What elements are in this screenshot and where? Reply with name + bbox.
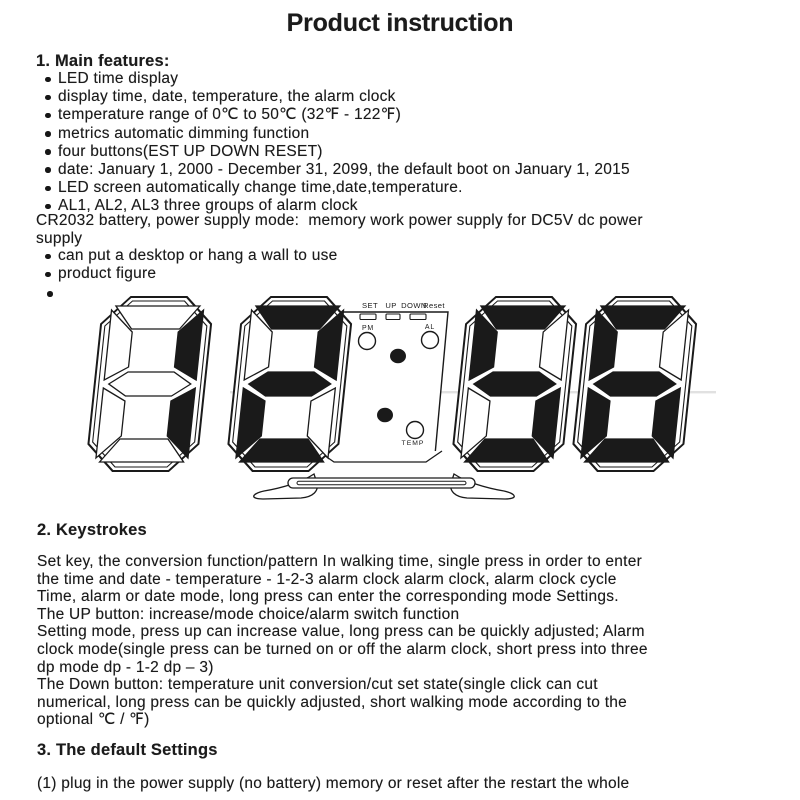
default-settings-paragraph (37, 775, 629, 793)
paragraph-line: (1) plug in the power supply (no battery) memory or reset after the restart the whole (37, 775, 630, 792)
seven-segment-digit (571, 297, 699, 471)
feature-text: LED time display (58, 70, 179, 87)
bullet-icon (45, 149, 51, 155)
battery-note (36, 212, 643, 248)
clock-bottom-rim (318, 451, 442, 462)
features-list-secondary (0, 247, 800, 283)
feature-item (0, 106, 800, 124)
feature-item (0, 247, 800, 265)
led-clock-product-figure (72, 290, 728, 508)
feature-text: four buttons(EST UP DOWN RESET) (58, 142, 323, 160)
bullet-icon (45, 186, 51, 192)
bullet-icon (45, 95, 51, 101)
feature-item (0, 161, 800, 179)
bullet-icon (45, 77, 51, 83)
page-title: Product instruction (286, 9, 514, 37)
bullet-icon (45, 272, 51, 278)
feature-item (0, 143, 800, 161)
paragraph-line: numerical, long press can be quickly adjusted, short walking mode according to the (37, 693, 628, 711)
paragraph-line: clock mode(single press can be turned on or off the alarm clock, short press into three (37, 640, 648, 658)
reset-button-label: Reset (423, 301, 445, 310)
feature-text: metrics automatic dimming function (58, 124, 310, 142)
temp-indicator-label: TEMP (401, 440, 425, 447)
paragraph-line: optional ℃ / ℉) (37, 711, 150, 729)
pm-indicator-drawing (359, 333, 376, 350)
feature-text: LED screen automatically change time,date,temperature. (58, 179, 463, 197)
paragraph-line: dp mode dp - 1-2 dp – 3) (37, 658, 214, 676)
pm-indicator-label: PM (361, 325, 375, 332)
clock-stand-bar (288, 478, 475, 488)
seven-segment-digit (86, 297, 214, 471)
feature-text: can put a desktop or hang a wall to use (58, 247, 338, 264)
paragraph-line: the time and date - temperature - 1-2-3 alarm clock alarm clock, alarm clock cycle (37, 570, 617, 588)
battery-note-line: CR2032 battery, power supply mode: memory work power supply for DC5V dc power (36, 212, 643, 229)
colon-dot-lower (377, 408, 393, 423)
paragraph-line: Setting mode, press up can increase value, long press can be quickly adjusted; Alarm (37, 623, 645, 641)
set-button-label: SET (362, 301, 378, 310)
feature-text: product figure (58, 265, 157, 283)
paragraph-line: The Down button: temperature unit conversion/cut set state(single click can cut (37, 676, 598, 694)
paragraph-line: Set key, the conversion function/pattern In walking time, single press in order to enter (37, 553, 642, 570)
feature-text: date: January 1, 2000 - December 31, 2099, the default boot on January 1, 2015 (58, 160, 630, 178)
temp-indicator-drawing (407, 422, 424, 439)
colon-dot-upper (390, 349, 406, 364)
keystrokes-heading: 2. Keystrokes (37, 521, 147, 539)
down-button-label: DOWN (401, 301, 427, 310)
bullet-icon (45, 113, 51, 119)
bullet-icon (45, 254, 51, 260)
battery-note-line: supply (36, 230, 83, 247)
features-heading: 1. Main features: (36, 52, 170, 70)
feature-item (0, 70, 800, 88)
al-indicator-label: AL (424, 324, 436, 331)
seven-segment-digit (451, 297, 579, 471)
bullet-icon (45, 167, 51, 173)
feature-text: display time, date, temperature, the alarm clock (58, 88, 396, 106)
feature-item (0, 179, 800, 197)
features-list (0, 70, 800, 216)
bullet-icon (45, 131, 51, 137)
seven-segment-digit (226, 297, 354, 471)
bullet-icon (45, 204, 51, 210)
default-settings-heading: 3. The default Settings (37, 741, 218, 759)
paragraph-line: The UP button: increase/mode choice/alarm switch function (37, 605, 460, 623)
keystrokes-paragraph (37, 553, 648, 729)
down-button-drawing (410, 314, 426, 320)
al-indicator-drawing (422, 332, 439, 349)
feature-text: temperature range of 0℃ to 50℃ (32℉ - 122℉) (58, 106, 402, 124)
feature-item (0, 125, 800, 143)
bullet-icon (47, 291, 53, 297)
up-button-drawing (386, 314, 400, 320)
paragraph-line: Time, alarm or date mode, long press can enter the corresponding mode Settings. (37, 588, 619, 606)
feature-item (0, 88, 800, 106)
feature-text: AL1, AL2, AL3 three groups of alarm clock (58, 197, 358, 215)
up-button-label: UP (385, 301, 397, 310)
set-button-drawing (360, 314, 376, 320)
feature-item (0, 265, 800, 283)
